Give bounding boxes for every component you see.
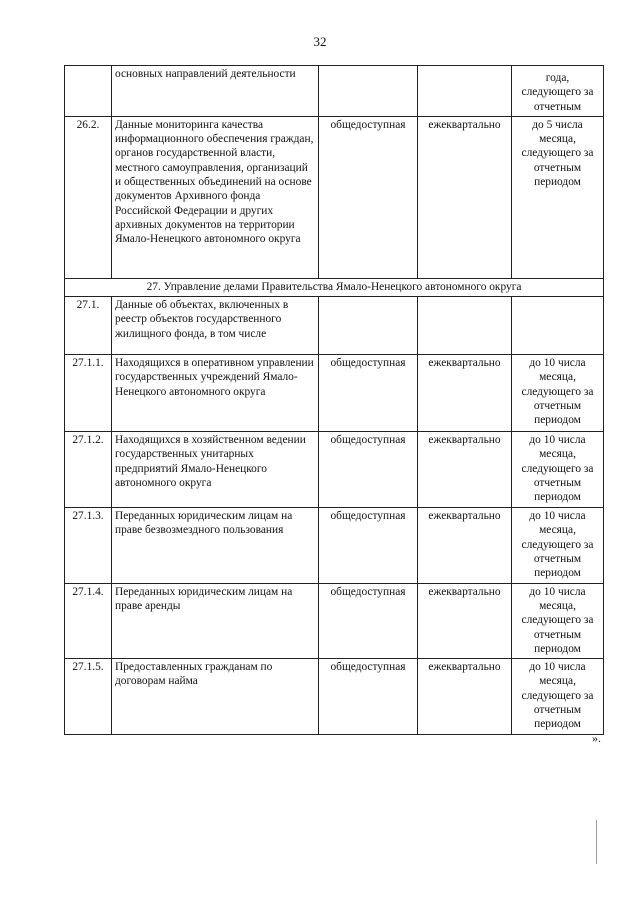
row-number: 27.1.2. <box>65 432 112 508</box>
row-access: общедоступная <box>319 508 418 583</box>
scan-artifact <box>596 820 597 864</box>
row-period: ежеквартально <box>418 355 512 432</box>
row-period <box>418 66 512 117</box>
section-heading-row <box>65 278 604 296</box>
row-deadline: года, следующего за отчетным <box>512 66 604 117</box>
row-deadline: до 5 числа месяца, следующего за отчетным периодом <box>512 116 604 278</box>
section-heading: 27. Управление делами Правительства Ямало-Ненецкого автономного округа <box>65 278 604 296</box>
row-number: 27.1. <box>65 297 112 355</box>
table-row <box>65 355 604 432</box>
row-number: 27.1.4. <box>65 583 112 658</box>
row-number: 27.1.1. <box>65 355 112 432</box>
table-row <box>65 583 604 658</box>
row-period <box>418 297 512 355</box>
row-period: ежеквартально <box>418 659 512 734</box>
closing-quote-mark: ». <box>592 731 601 745</box>
table-row <box>65 508 604 583</box>
row-description: Данные об объектах, включенных в реестр объектов государственного жилищного фонда, в том числе <box>112 297 319 355</box>
row-deadline: до 10 числа месяца, следующего за отчетным периодом <box>512 432 604 508</box>
row-period: ежеквартально <box>418 116 512 278</box>
row-description: Предоставленных гражданам по договорам найма <box>112 659 319 734</box>
row-description: Находящихся в хозяйственном ведении государственных унитарных предприятий Ямало-Ненецкого автономного округа <box>112 432 319 508</box>
table-row <box>65 659 604 734</box>
row-number: 26.2. <box>65 116 112 278</box>
row-number: 27.1.5. <box>65 659 112 734</box>
row-deadline: до 10 числа месяца, следующего за отчетным периодом <box>512 355 604 432</box>
row-period: ежеквартально <box>418 583 512 658</box>
row-number: 27.1.3. <box>65 508 112 583</box>
row-description: Данные мониторинга качества информационного обеспечения граждан, органов государственной власти, местного самоуправления, организаций и общественных объединений на основе документов Архивного фонда Российской Федерации и других архивных документов на территории Ямало-Ненецкого автономного округа <box>112 116 319 278</box>
row-number <box>65 66 112 117</box>
table-row <box>65 297 604 355</box>
row-access: общедоступная <box>319 355 418 432</box>
row-description: Переданных юридическим лицам на праве аренды <box>112 583 319 658</box>
row-description: основных направлений деятельности <box>112 66 319 117</box>
row-period: ежеквартально <box>418 432 512 508</box>
data-table <box>64 65 604 735</box>
row-access: общедоступная <box>319 432 418 508</box>
table-row <box>65 116 604 278</box>
table-row <box>65 432 604 508</box>
row-access: общедоступная <box>319 116 418 278</box>
row-deadline <box>512 297 604 355</box>
row-period: ежеквартально <box>418 508 512 583</box>
table-row <box>65 66 604 117</box>
row-access <box>319 66 418 117</box>
row-access <box>319 297 418 355</box>
row-deadline: до 10 числа месяца, следующего за отчетным периодом <box>512 508 604 583</box>
row-access: общедоступная <box>319 659 418 734</box>
row-description: Находящихся в оперативном управлении государственных учреждений Ямало-Ненецкого автономного округа <box>112 355 319 432</box>
row-deadline: до 10 числа месяца, следующего за отчетным периодом <box>512 583 604 658</box>
row-access: общедоступная <box>319 583 418 658</box>
page-number: 32 <box>313 34 327 49</box>
row-deadline: до 10 числа месяца, следующего за отчетным периодом <box>512 659 604 734</box>
row-description: Переданных юридическим лицам на праве безвозмездного пользования <box>112 508 319 583</box>
